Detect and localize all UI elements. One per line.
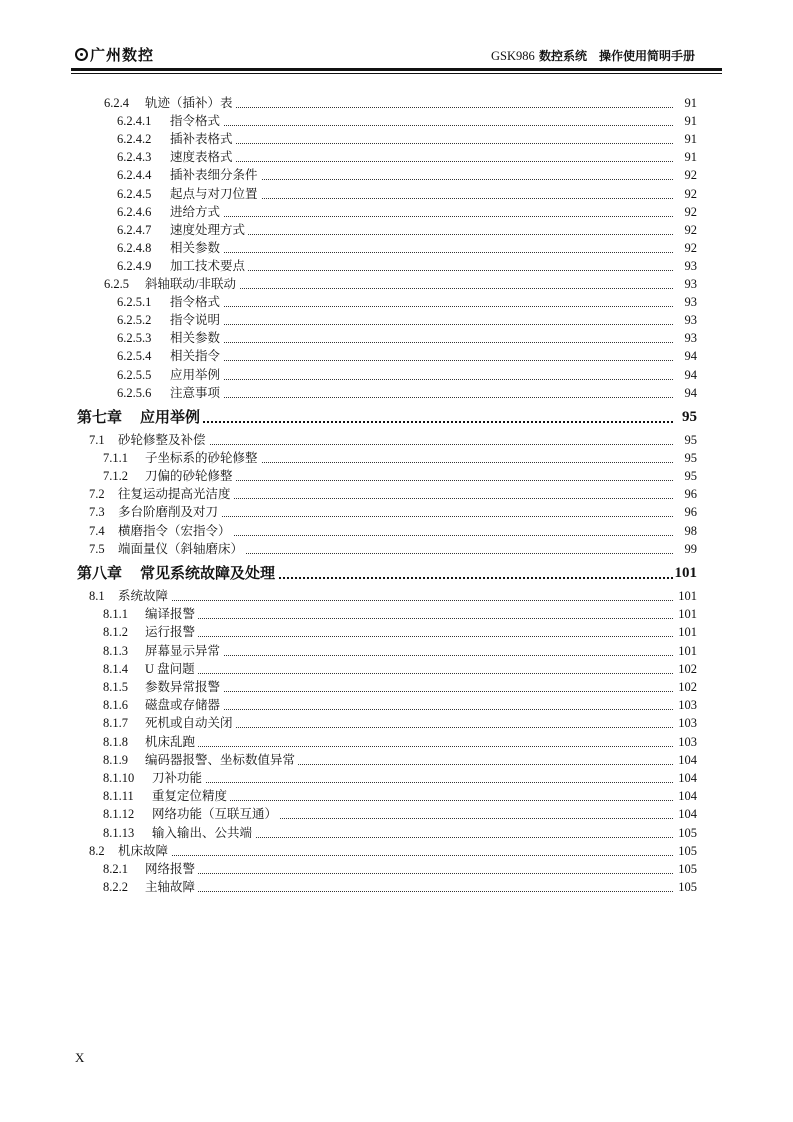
toc-entry-number: 7.2	[89, 487, 105, 502]
dot-leader	[180, 379, 673, 380]
toc-entry-title: 端面量仪（斜轴磨床）	[118, 540, 246, 558]
toc-entry-number: 6.2.5.2	[117, 313, 152, 328]
toc-entry[interactable]	[0, 275, 793, 293]
toc-entry-title: 刀偏的砂轮修整	[145, 467, 236, 485]
toc-entry-page: 93	[684, 295, 697, 310]
toc-entry[interactable]	[0, 769, 793, 787]
toc-entry-title: 重复定位精度	[152, 787, 230, 805]
toc-entry-page: 101	[678, 625, 697, 640]
toc-entry-number: 7.4	[89, 523, 105, 538]
toc-entry-title: 编译报警	[145, 605, 198, 623]
toc-entry-page: 96	[684, 487, 697, 502]
toc-entry-title: 指令格式	[170, 293, 223, 311]
toc-entry-number: 8.1.13	[103, 825, 135, 840]
dot-leader	[155, 891, 673, 892]
toc-entry-page: 92	[684, 222, 697, 237]
dot-leader	[162, 782, 673, 783]
toc-entry-title: 起点与对刀位置	[170, 185, 261, 203]
toc-entry-page: 104	[678, 752, 697, 767]
dot-leader	[155, 873, 673, 874]
toc-entry-number: 7.1	[89, 433, 105, 447]
toc-entry[interactable]	[0, 311, 793, 329]
toc-entry-number: 第七章	[77, 408, 123, 426]
toc-entry-number: 7.1.1	[103, 451, 128, 466]
dot-leader	[155, 673, 673, 674]
toc-entry-number: 8.1.5	[103, 680, 128, 694]
toc-entry-page: 91	[684, 96, 697, 110]
toc-entry-number: 6.2.4.5	[117, 186, 152, 201]
dot-leader	[180, 125, 673, 126]
toc-entry-title: 常见系统故障及处理	[140, 562, 278, 584]
toc-entry[interactable]	[0, 384, 793, 402]
logo-text: 广州数控	[90, 46, 155, 64]
dot-leader	[180, 252, 673, 253]
toc-entry-title: 编码器报警、坐标数值异常	[145, 751, 298, 769]
toc-entry-page: 93	[684, 313, 697, 328]
toc-chapter-entry[interactable]	[0, 406, 793, 428]
toc-entry[interactable]	[0, 239, 793, 257]
toc-entry-page: 95	[684, 469, 697, 484]
toc-entry-title: 相关参数	[170, 239, 223, 257]
toc-entry-number: 6.2.5.4	[117, 349, 152, 364]
toc-entry-title: 机床故障	[118, 842, 171, 860]
toc-entry-number: 8.1	[89, 589, 105, 603]
toc-entry-page: 105	[678, 880, 697, 895]
toc-entry-number: 8.1.8	[103, 734, 128, 749]
toc-entry-page: 92	[684, 204, 697, 219]
toc-entry-title: 死机或自动关闭	[145, 714, 236, 732]
toc-entry-page: 94	[684, 367, 697, 382]
toc-entry[interactable]	[0, 751, 793, 769]
toc-entry[interactable]	[0, 467, 793, 485]
dot-leader	[155, 691, 673, 692]
toc-entry-page: 105	[678, 825, 697, 840]
toc-entry-number: 7.5	[89, 541, 105, 556]
toc-entry-title: 插补表格式	[170, 130, 236, 148]
manual-title-text: 数控系统 操作使用简明手册	[538, 49, 695, 63]
toc-entry-page: 102	[678, 680, 697, 694]
toc-entry[interactable]	[0, 431, 793, 449]
toc-entry-title: 横磨指令（宏指令）	[118, 522, 234, 540]
toc-entry-page: 98	[684, 523, 697, 538]
toc-entry-number: 8.1.4	[103, 661, 128, 676]
toc-entry-number: 8.1.7	[103, 716, 128, 731]
toc-entry-number: 7.1.2	[103, 469, 128, 484]
toc-entry[interactable]	[0, 824, 793, 842]
toc-entry-title: 多台阶磨削及对刀	[118, 503, 221, 521]
header-rule-thin	[71, 73, 722, 74]
toc-entry[interactable]	[0, 587, 793, 605]
toc-entry[interactable]	[0, 605, 793, 623]
toc-entry-page: 95	[684, 433, 697, 447]
toc-entry[interactable]	[0, 522, 793, 540]
toc-entry-page: 101	[678, 607, 697, 622]
toc-entry[interactable]	[0, 112, 793, 130]
toc-entry[interactable]	[0, 696, 793, 714]
toc-entry-title: 注意事项	[170, 384, 223, 402]
toc-entry-page: 96	[684, 505, 697, 520]
model-name: GSK986	[491, 49, 535, 63]
toc-entry-title: 应用举例	[140, 406, 203, 428]
toc-entry-number: 6.2.4.4	[117, 168, 152, 183]
dot-leader	[180, 270, 673, 271]
toc-entry[interactable]	[0, 733, 793, 751]
dot-leader	[155, 709, 673, 710]
toc-entry-number: 6.2.5.1	[117, 295, 152, 310]
toc-entry-title: 插补表细分条件	[170, 166, 261, 184]
toc-entry[interactable]	[0, 166, 793, 184]
toc-entry-number: 6.2.4.3	[117, 150, 152, 165]
toc-entry-page: 99	[684, 541, 697, 556]
toc-entry-page: 103	[678, 734, 697, 749]
toc-entry[interactable]	[0, 203, 793, 221]
toc-entry-title: 网络报警	[145, 860, 198, 878]
toc-entry-title: 子坐标系的砂轮修整	[145, 449, 261, 467]
toc-entry-title: 轨迹（插补）表	[145, 94, 236, 112]
toc-entry-page: 94	[684, 385, 697, 400]
toc-entry-title: 磁盘或存储器	[145, 696, 223, 714]
dot-leader	[180, 360, 673, 361]
toc-entry-title: 运行报警	[145, 623, 198, 641]
toc-entry[interactable]	[0, 678, 793, 696]
toc-entry-title: 屏幕显示异常	[145, 642, 223, 660]
toc-entry-title: 指令格式	[170, 112, 223, 130]
toc-entry-title: 砂轮修整及补偿	[118, 431, 209, 449]
toc-entry[interactable]	[0, 347, 793, 365]
toc-entry-title: 机床乱跑	[145, 733, 198, 751]
toc-entry-title: 参数异常报警	[145, 678, 223, 696]
toc-entry[interactable]	[0, 293, 793, 311]
toc-entry-title: 相关指令	[170, 347, 223, 365]
dot-leader	[155, 746, 673, 747]
toc-entry-title: 系统故障	[118, 587, 171, 605]
toc-entry-page: 101	[678, 643, 697, 658]
dot-leader	[155, 655, 673, 656]
dot-leader	[180, 397, 673, 398]
toc-entry-title: U 盘问题	[145, 660, 198, 678]
toc-entry-page: 93	[684, 258, 697, 273]
toc-entry[interactable]	[0, 221, 793, 239]
toc-entry-page: 91	[684, 114, 697, 129]
toc-entry-number: 6.2.4.6	[117, 204, 152, 219]
toc-entry-page: 91	[684, 150, 697, 165]
dot-leader	[128, 600, 673, 601]
toc-entry-title: 速度表格式	[170, 148, 236, 166]
toc-entry[interactable]	[0, 148, 793, 166]
dot-leader	[180, 324, 673, 325]
toc-entry[interactable]	[0, 185, 793, 203]
toc-entry-number: 8.1.1	[103, 607, 128, 622]
toc-entry-number: 8.2.1	[103, 862, 128, 876]
toc-entry-number: 8.1.11	[103, 789, 134, 804]
toc-entry-page: 95	[684, 451, 697, 466]
dot-leader	[150, 421, 673, 423]
toc-entry[interactable]	[0, 449, 793, 467]
dot-leader	[162, 800, 673, 801]
toc-entry-number: 8.1.12	[103, 807, 135, 822]
toc-entry-number: 8.1.3	[103, 643, 128, 658]
toc-entry-number: 7.3	[89, 505, 105, 520]
toc-chapter-entry[interactable]	[0, 562, 793, 584]
toc-entry-title: 进给方式	[170, 203, 223, 221]
toc-entry-title: 往复运动提高光洁度	[118, 485, 234, 503]
toc-entry-number: 6.2.5.3	[117, 331, 152, 346]
toc-entry-number: 8.2	[89, 843, 105, 858]
toc-entry-number: 8.1.9	[103, 752, 128, 767]
toc-entry-title: 刀补功能	[152, 769, 205, 787]
toc-entry[interactable]	[0, 642, 793, 660]
toc-entry-page: 93	[684, 277, 697, 291]
toc-entry[interactable]	[0, 787, 793, 805]
toc-entry-title: 指令说明	[170, 311, 223, 329]
toc-entry[interactable]	[0, 860, 793, 878]
toc-entry[interactable]	[0, 485, 793, 503]
company-logo	[75, 44, 154, 65]
toc-entry-number: 6.2.4.1	[117, 114, 152, 129]
toc-entry-title: 相关参数	[170, 329, 223, 347]
manual-title	[491, 47, 695, 64]
toc-entry-page: 94	[684, 349, 697, 364]
dot-leader	[180, 161, 673, 162]
toc-entry-number: 6.2.5	[104, 277, 129, 291]
toc-entry-title: 输入输出、公共端	[152, 824, 255, 842]
toc-entry-page: 105	[678, 843, 697, 858]
toc-entry[interactable]	[0, 257, 793, 275]
toc-entry-page: 101	[673, 562, 698, 584]
header-rule-thick	[71, 68, 722, 71]
toc-entry[interactable]	[0, 623, 793, 641]
toc-entry-number: 6.2.4.2	[117, 132, 152, 147]
toc-entry-title: 网络功能（互联互通）	[152, 805, 280, 823]
toc-entry[interactable]	[0, 660, 793, 678]
toc-entry-number: 6.2.4	[104, 96, 129, 110]
toc-entry-number: 8.1.6	[103, 698, 128, 713]
toc-entry[interactable]	[0, 878, 793, 896]
toc-entry-page: 93	[684, 331, 697, 346]
gsk-logo-icon	[75, 48, 88, 61]
dot-leader	[155, 618, 673, 619]
toc-entry[interactable]	[0, 503, 793, 521]
toc-entry[interactable]	[0, 130, 793, 148]
toc-entry[interactable]	[0, 842, 793, 860]
toc-entry-page: 104	[678, 789, 697, 804]
toc-entry-number: 6.2.5.6	[117, 385, 152, 400]
toc-entry-number: 第八章	[77, 564, 123, 582]
toc-entry-page: 95	[680, 406, 697, 428]
toc-entry[interactable]	[0, 329, 793, 347]
dot-leader	[180, 342, 673, 343]
dot-leader	[155, 636, 673, 637]
toc-entry-title: 斜轴联动/非联动	[145, 275, 239, 293]
toc-entry-page: 92	[684, 168, 697, 183]
toc-entry-page: 102	[678, 661, 697, 676]
toc-entry-title: 速度处理方式	[170, 221, 248, 239]
dot-leader	[180, 234, 673, 235]
toc-entry-page: 92	[684, 186, 697, 201]
toc-entry[interactable]	[0, 366, 793, 384]
toc-entry-number: 8.1.10	[103, 771, 135, 785]
toc-entry-number: 6.2.4.8	[117, 240, 152, 255]
dot-leader	[180, 143, 673, 144]
toc-entry-number: 8.1.2	[103, 625, 128, 640]
toc-entry-number: 6.2.4.7	[117, 222, 152, 237]
toc-entry-number: 8.2.2	[103, 880, 128, 895]
toc-entry-page: 105	[678, 862, 697, 876]
toc-entry-title: 加工技术要点	[170, 257, 248, 275]
toc-entry[interactable]	[0, 714, 793, 732]
toc-entry-page: 103	[678, 716, 697, 731]
dot-leader	[180, 216, 673, 217]
dot-leader	[180, 306, 673, 307]
toc-entry-number: 6.2.4.9	[117, 258, 152, 273]
toc-entry[interactable]	[0, 94, 793, 112]
toc-entry-page: 103	[678, 698, 697, 713]
toc-entry-page: 104	[678, 807, 697, 822]
page-number: X	[75, 1050, 85, 1065]
toc-entry-page: 101	[678, 589, 697, 603]
dot-leader	[128, 855, 673, 856]
toc-entry-page: 91	[684, 132, 697, 147]
toc-entry-title: 应用举例	[170, 366, 223, 384]
toc-entry-number: 6.2.5.5	[117, 367, 152, 382]
toc-entry[interactable]	[0, 805, 793, 823]
toc-entry[interactable]	[0, 540, 793, 558]
toc-entry-title: 主轴故障	[145, 878, 198, 896]
toc-entry-page: 92	[684, 240, 697, 255]
toc-entry-page: 104	[678, 771, 697, 785]
dot-leader	[128, 444, 673, 445]
